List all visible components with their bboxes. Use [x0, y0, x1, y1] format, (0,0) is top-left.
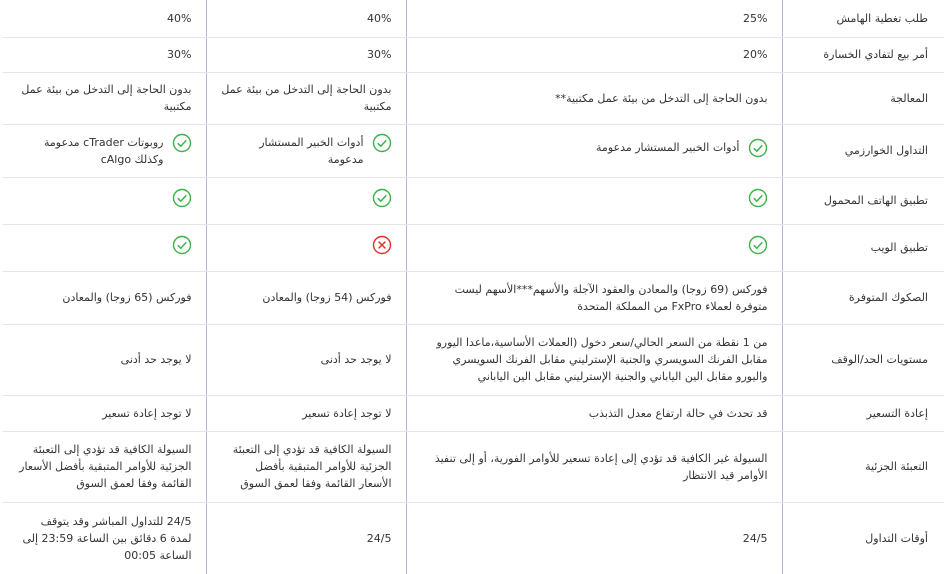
cell-account-3: 30% [3, 37, 206, 72]
row-label: طلب تغطية الهامش [782, 0, 944, 37]
cell-account-1: 24/5 [406, 502, 782, 574]
row-label: المعالجة [782, 72, 944, 124]
cell-account-3: فوركس (65 زوجا) والمعادن [3, 271, 206, 324]
table-row-algo-trading [3, 124, 944, 177]
cell-account-3: بدون الحاجة إلى التدخل من بيئة عمل مكتبية [3, 72, 206, 124]
cell-account-1 [406, 124, 782, 177]
cell-account-3 [3, 177, 206, 224]
table-row-partial-fills [3, 431, 944, 502]
cell-account-2: 40% [206, 0, 406, 37]
table-row-instruments [3, 271, 944, 324]
check-icon [172, 235, 192, 255]
cross-icon [372, 235, 392, 255]
cell-account-3: 24/5 للتداول المباشر وقد يتوقف لمدة 6 دقائق بين الساعة 23:59 إلى الساعة 00:05 [3, 502, 206, 574]
row-label: إعادة التسعير [782, 395, 944, 431]
cell-account-1: 20% [406, 37, 782, 72]
cell-account-2: السيولة الكافية قد تؤدي إلى التعبئة الجزئية للأوامر المتبقية بأفضل الأسعار القائمة وفقا لعمق السوق [206, 431, 406, 502]
cell-text: أدوات الخبير المستشار مدعومة [259, 135, 364, 166]
cell-account-2: لا توجد إعادة تسعير [206, 395, 406, 431]
cell-account-1: السيولة غير الكافية قد تؤدي إلى إعادة تسعير للأوامر الفورية، أو إلى تنفيذ الأوامر قيد الانتظار [406, 431, 782, 502]
cell-account-3: السيولة الكافية قد تؤدي إلى التعبئة الجزئية للأوامر المتبقية بأفضل الأسعار القائمة وفقا لعمق السوق [3, 431, 206, 502]
row-label: مستويات الحد/الوقف [782, 324, 944, 395]
cell-account-3: 40% [3, 0, 206, 37]
cell-account-3 [3, 124, 206, 177]
check-icon [372, 133, 392, 153]
table-row-limit-stop-levels [3, 324, 944, 395]
check-icon [748, 188, 768, 208]
table-row-execution [3, 72, 944, 124]
cell-account-2: 30% [206, 37, 406, 72]
row-label: تطبيق الويب [782, 224, 944, 271]
check-icon [748, 235, 768, 255]
cell-account-1: من 1 نقطة من السعر الحالي/سعر دخول (العملات الأساسية،ماعدا اليورو مقابل الفرنك السويسري والجنية الإسترليني مقابل الفرنك السويسري واليورو مقابل الين الياباني والجنية الإسترليني مقابل الين الياباني [406, 324, 782, 395]
cell-account-1: بدون الحاجة إلى التدخل من بيئة عمل مكتبية** [406, 72, 782, 124]
table-row-mobile-app [3, 177, 944, 224]
table-row-margin-call [3, 0, 944, 37]
row-label: التعبئة الجزئية [782, 431, 944, 502]
cell-account-2: فوركس (54 زوجا) والمعادن [206, 271, 406, 324]
check-icon [172, 133, 192, 153]
cell-account-3 [3, 224, 206, 271]
cell-account-1: قد تحدث في حالة ارتفاع معدل التذبذب [406, 395, 782, 431]
cell-account-2: بدون الحاجة إلى التدخل من بيئة عمل مكتبية [206, 72, 406, 124]
cell-account-1: فوركس (69 زوجا) والمعادن والعقود الآجلة والأسهم***الأسهم ليست متوفرة لعملاء FxPro من المملكة المتحدة [406, 271, 782, 324]
row-label: الصكوك المتوفرة [782, 271, 944, 324]
table-row-trading-hours [3, 502, 944, 574]
cell-account-1 [406, 224, 782, 271]
check-icon [748, 138, 768, 158]
account-comparison-table [3, 0, 944, 574]
check-icon [172, 188, 192, 208]
cell-account-3: لا توجد إعادة تسعير [3, 395, 206, 431]
cell-account-1 [406, 177, 782, 224]
row-label: التداول الخوارزمي [782, 124, 944, 177]
row-label: تطبيق الهاتف المحمول [782, 177, 944, 224]
cell-account-2 [206, 224, 406, 271]
table-row-web-app [3, 224, 944, 271]
cell-account-2: لا يوجد حد أدنى [206, 324, 406, 395]
cell-text: روبوتات cTrader مدعومة وكذلك cAlgo [43, 135, 164, 166]
check-icon [372, 188, 392, 208]
cell-account-3: لا يوجد حد أدنى [3, 324, 206, 395]
cell-account-2 [206, 177, 406, 224]
table-row-requotes [3, 395, 944, 431]
row-label: أوقات التداول [782, 502, 944, 574]
cell-account-1: 25% [406, 0, 782, 37]
table-row-stop-out [3, 37, 944, 72]
cell-text: أدوات الخبير المستشار مدعومة [596, 140, 740, 154]
cell-account-2 [206, 124, 406, 177]
row-label: أمر بيع لتفادي الخسارة [782, 37, 944, 72]
cell-account-2: 24/5 [206, 502, 406, 574]
